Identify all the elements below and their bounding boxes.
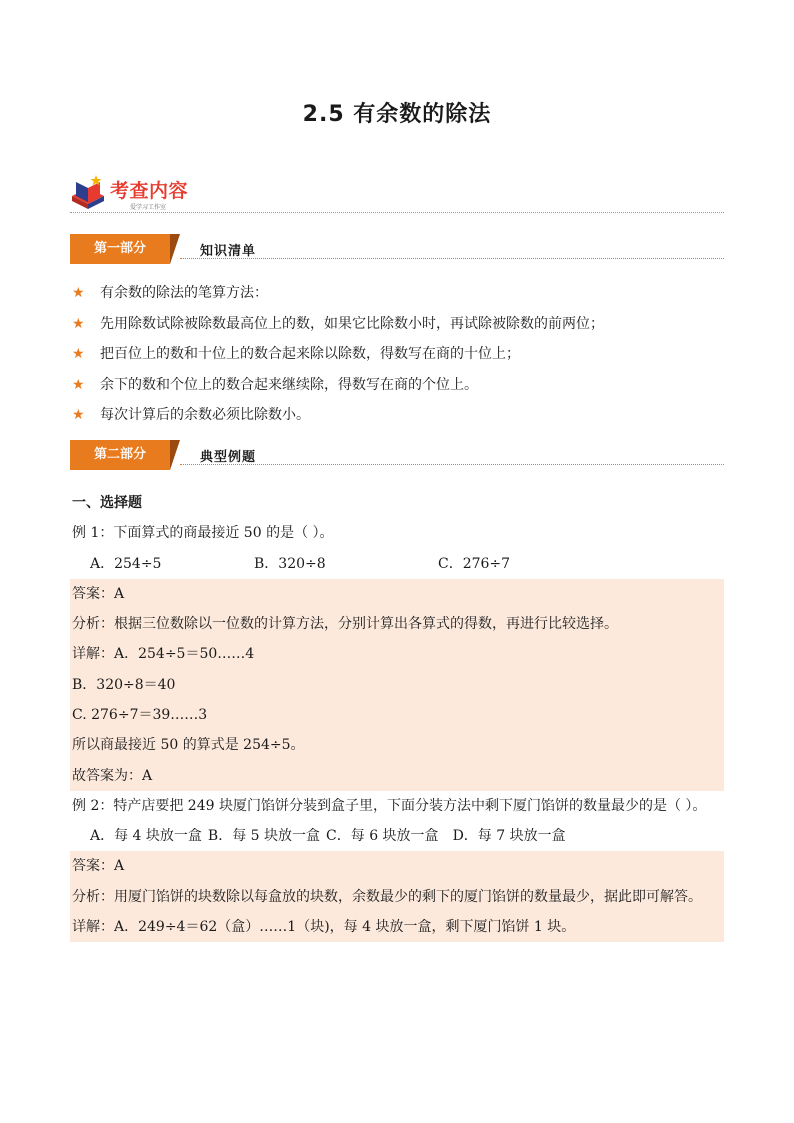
option-a: A．254÷5 — [90, 555, 162, 572]
answer: 答案：A — [72, 858, 125, 875]
star-icon: ★ — [72, 346, 85, 362]
example-2-options — [70, 821, 724, 851]
star-icon: ★ — [72, 376, 85, 393]
detail-line: C. 276÷7＝39……3 — [72, 707, 208, 724]
divider — [70, 212, 724, 213]
star-icon: ★ — [72, 315, 85, 332]
detail-line: 故答案为：A — [72, 767, 153, 784]
logo-text: 考查内容 — [110, 180, 189, 202]
option-a: A．每 4 块放一盒 — [90, 827, 202, 844]
logo — [70, 174, 270, 212]
star-icon: ★ — [72, 285, 85, 301]
list-item: ★ 余下的数和个位上的数合起来继续除，得数写在商的个位上。 — [72, 376, 478, 393]
example-1-options — [70, 549, 724, 579]
section-one-label: 知识清单 — [200, 244, 257, 259]
page-title: 2.5 有余数的除法 — [302, 102, 492, 127]
option-b: B．每 5 块放一盒 — [207, 827, 321, 844]
answer: 答案：A — [72, 585, 125, 602]
example-1-solution — [70, 579, 724, 791]
examples — [70, 488, 724, 942]
detail-line: 详解：A．254÷5＝50……4 — [72, 646, 255, 663]
list-item: ★ 每次计算后的余数必须比除数小。 — [72, 407, 310, 423]
section-one-header — [70, 234, 724, 266]
detail-line: B．320÷8＝40 — [72, 676, 176, 693]
list-item: ★ 有余数的除法的笔算方法： — [72, 285, 268, 301]
section-two-line — [180, 464, 724, 465]
list-item: ★ 先用除数试除被除数最高位上的数，如果它比除数小时，再试除被除数的前两位； — [72, 315, 604, 332]
section-two-header — [70, 440, 724, 472]
section-two-tab: 第二部分 — [70, 440, 170, 470]
example-1-question: 例 1：下面算式的商最接近 50 的是（ ）。 — [72, 525, 334, 542]
detail-line: 详解：A．249÷4＝62（盒）……1（块)，每 4 块放一盒，剩下厦门馅饼 1 块。 — [72, 918, 576, 935]
section-two-label: 典型例题 — [200, 450, 257, 465]
analysis: 分析：根据三位数除以一位数的计算方法，分别计算出各算式的得数，再进行比较选择。 — [72, 616, 618, 633]
example-2-solution — [70, 851, 724, 942]
option-c: C．276÷7 — [438, 555, 511, 572]
detail-line: 所以商最接近 50 的算式是 254÷5。 — [72, 737, 305, 754]
book-star-icon — [70, 174, 106, 210]
option-b: B．320÷8 — [254, 555, 326, 572]
list-item: ★ 把百位上的数和十位上的数合起来除以除数，得数写在商的十位上； — [72, 346, 520, 362]
knowledge-list — [70, 283, 724, 436]
option-c: C．每 6 块放一盒 — [326, 827, 439, 844]
option-d: D．每 7 块放一盒 — [452, 827, 566, 844]
logo-subtitle: 爱学习工作室 — [130, 204, 167, 211]
section-heading: 一、选择题 — [72, 495, 142, 511]
section-one-line — [180, 258, 724, 259]
example-2-question: 例 2：特产店要把 249 块厦门馅饼分装到盒子里，下面分装方法中剩下厦门馅饼的数量最少的是（ ）。 — [72, 797, 707, 814]
section-one-tab: 第一部分 — [70, 234, 170, 264]
analysis: 分析：用厦门馅饼的块数除以每盒放的块数，余数最少的剩下的厦门馅饼的数量最少，据此即可解答。 — [72, 888, 702, 905]
star-icon: ★ — [72, 407, 85, 423]
